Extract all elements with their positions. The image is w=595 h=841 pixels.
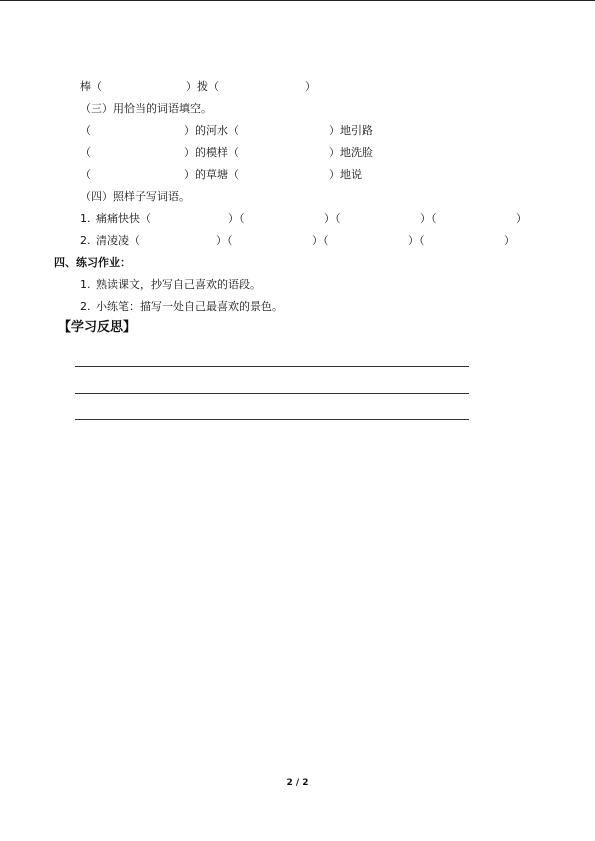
fill-row-end: ）地洗脸 [329, 146, 373, 159]
fill-row-mid: ）的草塘（ [184, 168, 239, 181]
section-4-title: （四）照样子写词语。 [80, 190, 190, 203]
item-number: 2. [80, 300, 91, 313]
writing-line [75, 393, 469, 394]
blank-slot: ） [504, 234, 515, 247]
homework-title: 四、练习作业： [54, 256, 131, 269]
item-number: 1. [80, 278, 91, 291]
item-number: 2. [80, 234, 91, 247]
example-word: 痛痛快快（ [96, 212, 151, 225]
blank-slot: ）（ [420, 212, 437, 225]
top-border-rule [0, 0, 595, 1]
section-3-title: （三）用恰当的词语填空。 [80, 102, 212, 115]
fill-row-open: （ [80, 168, 91, 181]
fill-row-end: ）地说 [329, 168, 362, 181]
blank-slot: ）（ [216, 234, 233, 247]
item-number: 1. [80, 212, 91, 225]
fill-row-open: （ [80, 146, 91, 159]
homework-item-text: 熟读课文，抄写自己喜欢的语段。 [96, 278, 261, 291]
reflection-title: 【学习反思】 [58, 320, 137, 335]
fill-row-open: （ [80, 124, 91, 137]
fill-row-mid: ）的模样（ [184, 146, 239, 159]
fill-row-end: ）地引路 [329, 124, 373, 137]
blank-slot: ）（ [312, 234, 329, 247]
example-word: 清凌凌（ [96, 234, 140, 247]
blank-slot: ）（ [408, 234, 425, 247]
homework-item-text: 小练笔：描写一处自己最喜欢的景色。 [96, 300, 283, 313]
writing-line [75, 419, 469, 420]
blank-slot: ）（ [228, 212, 245, 225]
word-bo-open: ）拨（ [186, 80, 219, 93]
blank-slot: ）（ [324, 212, 341, 225]
page-number: 2 / 2 [286, 778, 309, 788]
word-bo-close: ） [305, 80, 316, 93]
blank-slot: ） [516, 212, 527, 225]
writing-line [75, 366, 469, 367]
word-bang-open: 棒（ [80, 80, 102, 93]
fill-row-mid: ）的河水（ [184, 124, 239, 137]
